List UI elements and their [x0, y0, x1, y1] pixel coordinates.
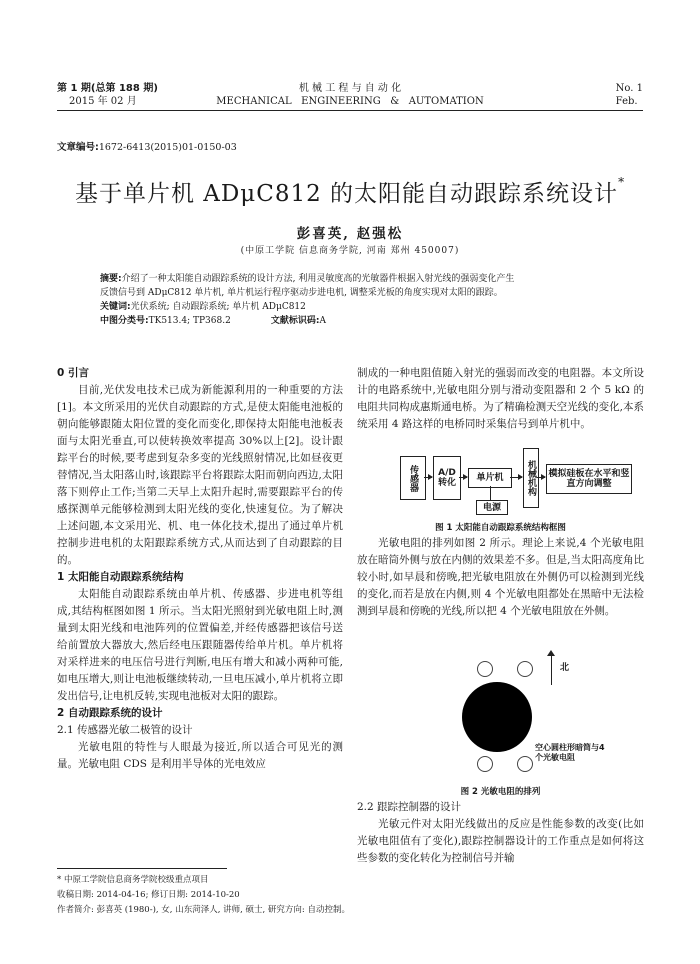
section-1-paragraph: 太阳能自动跟踪系统由单片机、传感器、步进电机等组成,其结构框图如图 1 所示。当太阳光照射到光敏电阻上时,测量到太阳光线和电池阵列的位置偏差,并经传感器把该信号送给前置放大器放大,然后经电压跟随器传给单片机。单片机将对采样进来的电压信号进行判断,电压有增大和减小两种可能,如电压增大,则让电池板继续转动,一旦电压减小,单片机将立即发出信号,让电机反转,实现电池板对太阳的跟踪。 [57, 588, 343, 702]
classification [100, 314, 610, 328]
abstract-text-1: 介绍了一种太阳能自动跟踪系统的设计方法, 利用灵敏度高的光敏器件根据入射光线的强弱变化产生 [121, 274, 515, 284]
fig1-ad-box: A/D 转化 [433, 456, 461, 500]
abstract-block [100, 272, 610, 328]
section-2-1-paragraph: 光敏电阻的特性与人眼最为接近,所以适合可见光的测量。光敏电阻 CDS 是利用半导体的光电效应 [57, 741, 343, 770]
section-0-heading: 0 引言 [57, 367, 89, 379]
fig1-arrow-1 [424, 477, 432, 478]
authors: 彭喜英, 赵强松 [296, 226, 404, 242]
footnote-rule [57, 868, 227, 869]
abstract-text-2: 反馈信号到 ADμC812 单片机, 单片机运行程序驱动步进电机, 调整采光板的角度实现对太阳的跟踪。 [100, 288, 503, 298]
fig1-arrow-4 [537, 477, 545, 478]
fig1-arrow-2 [459, 477, 467, 478]
issue-number-en: No. 1 [615, 83, 643, 94]
issue-date: 2015 年 02 月 [69, 96, 137, 107]
clc-value: TK513.4; TP368.2 [148, 316, 231, 326]
doc-code-value: A [319, 316, 326, 326]
footnote-received: 收稿日期: 2014-04-16; 修订日期: 2014-10-20 [57, 890, 240, 900]
fig1-sensor-box: 传感器 [400, 456, 426, 500]
header-rule [57, 110, 643, 111]
fig2-north-arrow-line [551, 653, 552, 685]
article-number [57, 139, 237, 153]
fig2-cylinder-label: 空心圆柱形暗筒与4个光敏电阻 [535, 743, 605, 762]
abstract-label: 摘要: [100, 274, 122, 284]
fig1-output-box: 模拟硅板在水平和竖直方向调整 [546, 464, 632, 494]
right-paragraph-2: 光敏电阻的排列如图 2 所示。理论上来说,4 个光敏电阻放在暗筒外侧与放在内侧的效果差不多。但是,当太阳高度角比较小时,如早晨和傍晚,把光敏电阻放在外侧仍可以检测到光线的变化,而若是放在内侧,则 4 个光敏电阻都处在黑暗中无法检测到早晨和傍晚的光线,所以把 4 个光敏电阻放在外侧。 [357, 537, 644, 617]
fig1-power-box: 电源 [476, 500, 508, 515]
journal-name-en: MECHANICAL ENGINEERING & AUTOMATION [216, 96, 484, 107]
fig2-north-arrow-icon [547, 650, 555, 656]
paper-title [57, 175, 643, 208]
issue-month-en: Feb. [615, 96, 638, 107]
section-2-2-heading: 2.2 跟踪控制器的设计 [357, 801, 462, 813]
fig2-photoresistor-top-right [517, 661, 533, 677]
fig1-power-line [490, 486, 491, 500]
figure-1-diagram [380, 436, 640, 520]
fig2-photoresistor-bottom-right [517, 756, 533, 772]
issue-info-left [57, 82, 158, 108]
section-2-1-heading: 2.1 传感器光敏二极管的设计 [57, 724, 193, 736]
article-number-value: 1672-6413(2015)01-0150-03 [98, 142, 237, 153]
right-column-top [357, 365, 644, 433]
journal-name-cn: 机 械 工 程 与 自 动 化 [298, 83, 402, 94]
section-1-heading: 1 太阳能自动跟踪系统结构 [57, 571, 184, 583]
section-0-paragraph: 目前,光伏发电技术已成为新能源利用的一种重要的方法[1]。本文所采用的光伏自动跟踪的方式,是使太阳能电池板的朝向能够跟随太阳位置的变化而变化,即保持太阳能电池板表面与太阳光垂直,可以使转换效率提高 30%以上[2]。设计跟踪平台的时候,要考虑到复杂多变的光线照射情况,比如昼夜更替情况,当太阳落山时,该跟踪平台将跟踪太阳而朝向西边,太阳落下则停止工作;当第二天早上太阳升起时,需要跟踪平台的传感探测单元能够检测到太阳光线的变化,快速复位。为了解决上述问题,本文采用光、机、电一体化技术,提出了通过单片机控制步进电机的太阳跟踪系统方式,从而达到了自动跟踪的目的。 [57, 384, 343, 566]
fig1-mcu-box: 单片机 [468, 468, 512, 488]
figure-2-diagram [440, 650, 640, 782]
right-paragraph-1: 制成的一种电阻值随入射光的强弱而改变的电阻器。本文所设计的电路系统中,光敏电阻分别与滑动变阻器和 2 个 5 kΩ 的电阻共同构成惠斯通电桥。为了精确检测天空光线的变化,本系统采用 4 路这样的电桥同时采集信号到单片机中。 [357, 367, 644, 430]
doc-code-label: 文献标识码: [270, 316, 320, 326]
left-column [57, 365, 343, 773]
right-paragraph-3: 光敏元件对太阳光线做出的反应是性能参数的改变(比如光敏电阻值有了变化),跟踪控制器设计的工作重点是如何将这些参数的变化转化为控制信号并输 [357, 818, 644, 864]
fig1-mech-box: 机械机构 [523, 448, 539, 508]
clc-label: 中图分类号: [100, 316, 149, 326]
keywords [100, 300, 610, 314]
right-column-bottom [357, 799, 644, 867]
affiliation: (中原工学院 信息商务学院, 河南 郑州 450007) [240, 246, 460, 256]
issue-info-right [616, 82, 643, 108]
fig2-dark-cylinder [462, 682, 532, 752]
footnotes [57, 873, 350, 918]
paper-title-text: 基于单片机 ADμC812 的太阳能自动跟踪系统设计 [74, 181, 619, 207]
figure-2-caption: 图 2 光敏电阻的排列 [460, 787, 541, 797]
fig1-arrow-3 [510, 477, 522, 478]
issue-number: 第 1 期(总第 188 期) [57, 83, 158, 94]
fig2-photoresistor-bottom-left [477, 756, 493, 772]
article-number-label: 文章编号: [57, 142, 99, 153]
fig2-north-label: 北 [560, 663, 570, 673]
title-footnote-mark: * [618, 175, 626, 189]
footnote-fund: * 中原工学院信息商务学院校级重点项目 [57, 875, 209, 885]
fig2-photoresistor-top-left [477, 661, 493, 677]
section-2-heading: 2 自动跟踪系统的设计 [57, 707, 163, 719]
keywords-text: 光伏系统; 自动跟踪系统; 单片机 ADμC812 [130, 302, 306, 312]
journal-name [200, 82, 500, 108]
right-column-middle [357, 535, 644, 620]
footnote-author-bio: 作者简介: 彭喜英 (1980-), 女, 山东菏泽人, 讲师, 硕士, 研究方向: 自动控制。 [57, 905, 350, 915]
keywords-label: 关键词: [100, 302, 131, 312]
abstract-line-1 [100, 272, 610, 286]
figure-1-caption: 图 1 太阳能自动跟踪系统结构框图 [435, 523, 566, 533]
